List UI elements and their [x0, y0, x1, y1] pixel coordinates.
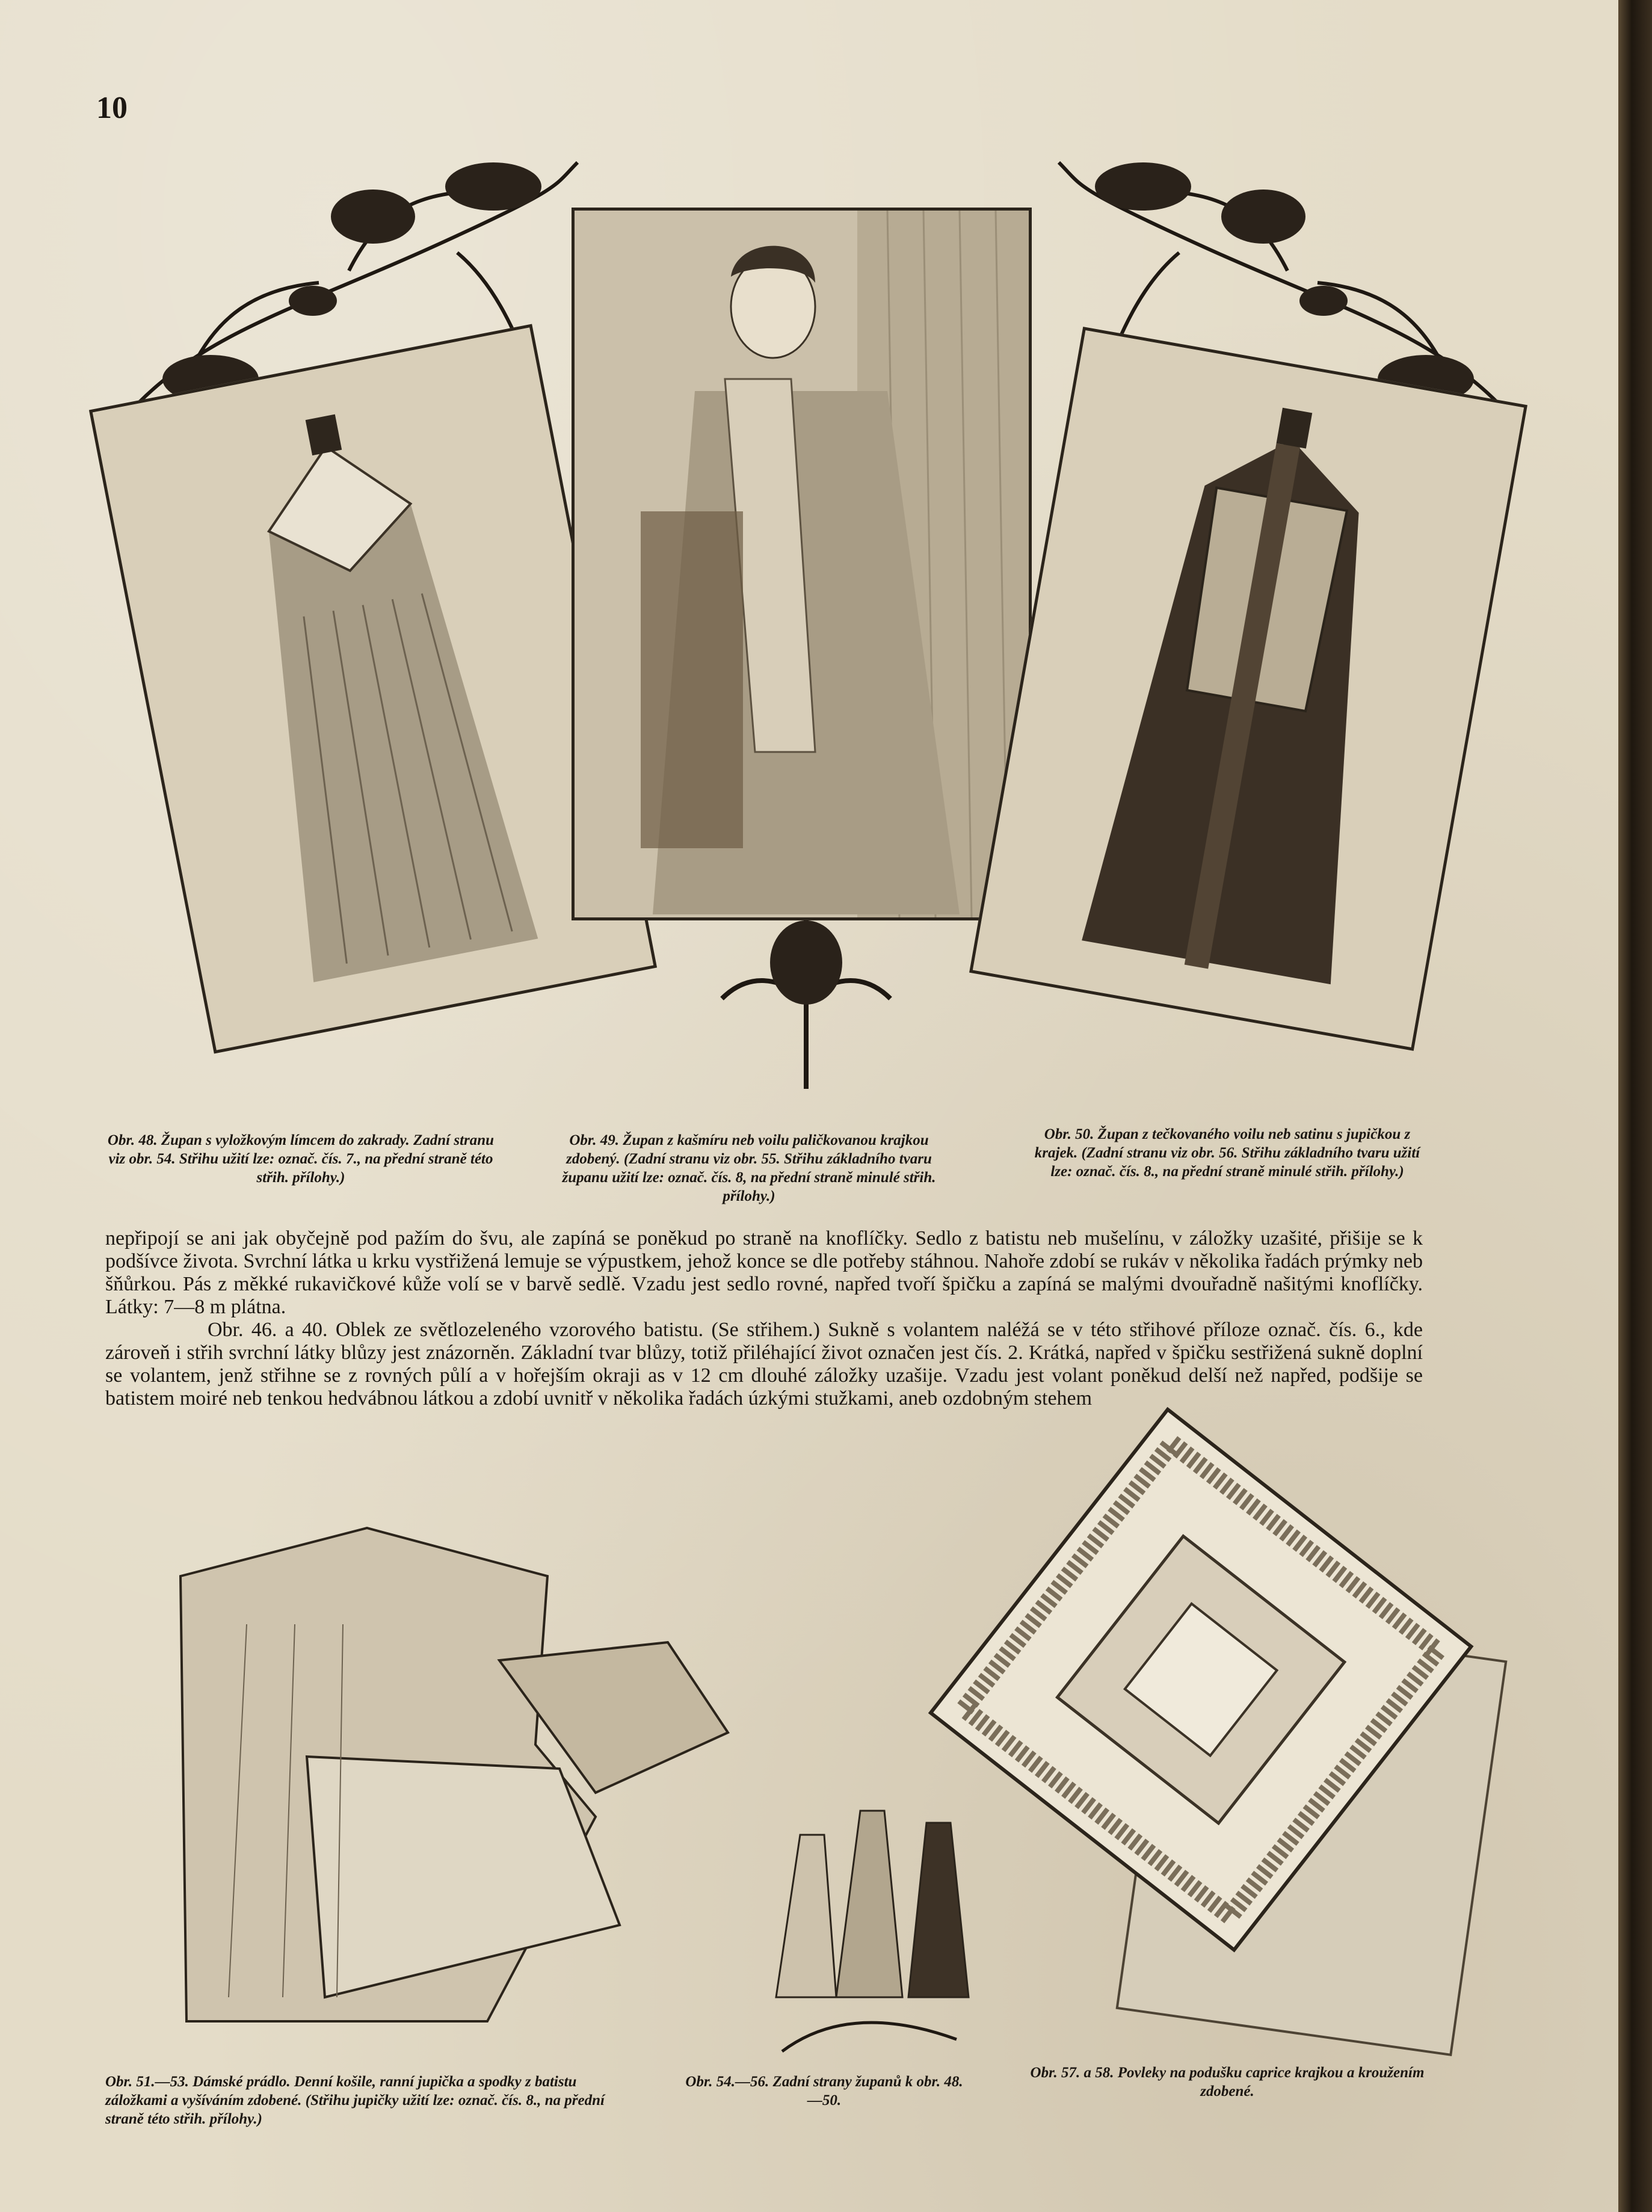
caption-fig48: Obr. 48. Župan s vyložkovým límcem do zakrady. Zadní stranu viz obr. 54. Střihu užití lze: označ. čís. 7., na přední straně této střih. přílohy.): [107, 1132, 495, 1186]
caption-fig49: Obr. 49. Župan z kašmíru neb voilu paličkovanou krajkou zdobený. (Zadní stranu viz obr. 55. Střihu základního tvaru županu užití lze: označ. čís. 8, na přední straně minulé střih. přílohy.): [562, 1132, 936, 1204]
figure-57-58-engraving: [914, 1396, 1516, 2075]
book-spine: [1618, 0, 1652, 2212]
thistle-ornament-center: [710, 908, 902, 1095]
page-number: 10: [96, 91, 128, 125]
caption-fig51-53: Obr. 51.—53. Dámské prádlo. Denní košile, ranní jupička a spodky z batistu záložkami a vyšíváním zdobené. (Střihu jupičky užití lze: označ. čís. 8., na přední straně této střih. přílohy.): [105, 2074, 605, 2127]
caption-fig50: Obr. 50. Župan z tečkovaného voilu neb satinu s jupičkou z krajek. (Zadní stranu viz obr. 56. Střihu základního tvaru užití lze: označ. čís. 8., na přední straně minulé střih. přílohy.): [1034, 1126, 1420, 1180]
figure-49-engraving: [572, 208, 1032, 920]
figure-51-53-engraving: [126, 1504, 740, 2033]
article-paragraph-2: Obr. 46. a 40. Oblek ze světlozeleného vzorového batistu. (Se střihem.) Sukně s volantem naléžá se v této střihové příloze označ. čís. 6., kde zároveň i střih svrchní látky blůzy jest znázorněn. Základní tvar blůzy, totiž přiléhající život označen jest čís. 2. Krátká, napřed v špičku sestřižená sukně doplní se volantem, jenž střihne se z rovných půlí a v hořejším okraji as v 12 cm dlouhé záložky uzašije. Vzadu jest volant poněkud delší než napřed, podšije se batistem moiré neb tenkou hedvábnou látkou a zdobí uvnitř v několika řadách úzkými stužkami, aneb ozdobným stehem: [105, 1319, 1423, 1409]
article-body: [105, 1227, 1423, 1319]
article-paragraph-1: nepřipojí se ani jak obyčejně pod pažím do švu, ale zapíná se poněkud po straně na knoflíčky. Sedlo z batistu neb mušelínu, v záložky uzašité, přišije se k podšívce života. Svrchní látka u krku vystřižená lemuje se výpustkem, jehož konce se dle potřeby stáhnou. Nahoře zdobí se rukáv v několika řadách prýmky neb šňůrkou. Pás z měkké rukavičkové kůže volí se v barvě sedlě. Vzadu jest sedlo rovné, napřed tvoří špičku a zapíná se malými dvouřadně našitými knoflíčky. Látky: 7—8 m plátna.: [105, 1227, 1423, 1318]
caption-fig57-58: Obr. 57. a 58. Povleky na podušku caprice krajkou a kroužením zdobené.: [1030, 2065, 1425, 2100]
figure-50-engraving: [969, 327, 1527, 1051]
caption-fig54-56: Obr. 54.—56. Zadní strany županů k obr. 48.—50.: [685, 2074, 963, 2109]
